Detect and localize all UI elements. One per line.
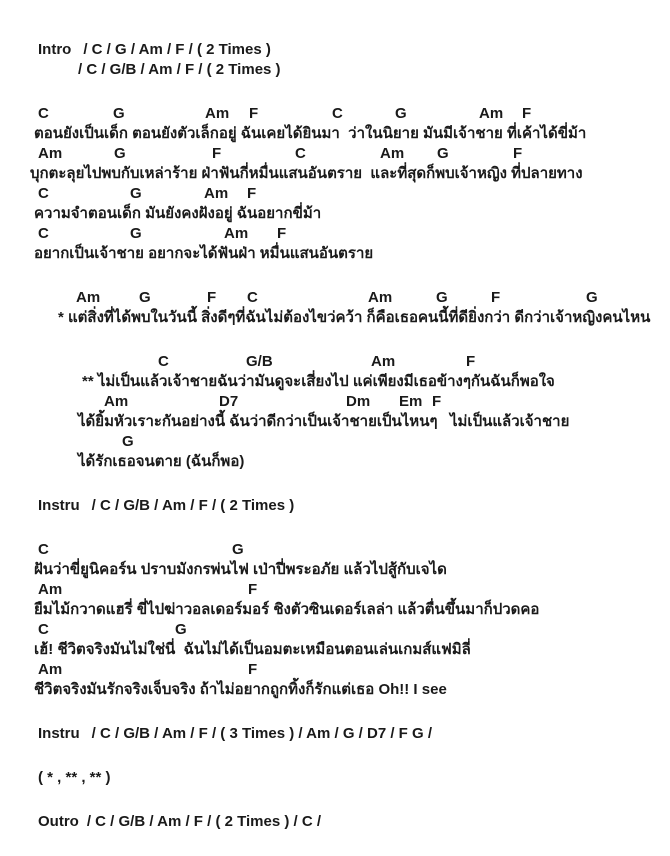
chord: F (207, 289, 217, 306)
chord: G/B (246, 353, 273, 370)
chord: G (436, 289, 448, 306)
chord: G (130, 225, 142, 242)
chord: C (38, 621, 49, 638)
section-heading (0, 724, 670, 744)
blank-line (0, 264, 670, 288)
section-progression: / C / G/B / Am / F / ( 3 Times ) / Am / G / D7 / F G / (91, 725, 433, 742)
section-heading (0, 496, 670, 516)
text-line: ( * , ** , ** ) (38, 769, 111, 786)
lyric-line: ได้รักเธอจนตาย (ฉันก็พอ) (78, 453, 245, 470)
chord: C (38, 185, 49, 202)
chord: F (248, 661, 258, 678)
chord: C (38, 541, 49, 558)
blank-line (0, 788, 670, 812)
chord: Am (38, 145, 63, 162)
text-line: / C / G/B / Am / F / ( 2 Times ) (78, 61, 281, 78)
lyric-line: ได้ยิ้มหัวเราะกันอย่างนี้ ฉันว่าดีกว่าเป็นเจ้าชายเป็นไหนๆ ไม่เป็นแล้วเจ้าชาย (78, 413, 570, 430)
chord: C (38, 225, 49, 242)
lyric-line: * แต่สิ่งที่ได้พบในวันนี้ สิ่งดีๆที่ฉันไม่ต้องไขว่คว้า ก็คือเธอคนนี้ที่ดียิ่งกว่า ดีกว่าเจ้าหญิงคนไหน (58, 309, 651, 326)
chord: Am (371, 353, 396, 370)
chord: Am (205, 105, 230, 122)
chord: Am (38, 581, 63, 598)
chord: Am (76, 289, 101, 306)
chord-line (0, 144, 670, 164)
section-label: Intro (38, 41, 72, 58)
chord: Am (368, 289, 393, 306)
section-label: Instru (38, 725, 80, 742)
lyric-line: อยากเป็นเจ้าชาย อยากจะได้ฟันฝ่า หมื่นแสนอันตราย (34, 245, 374, 262)
chord-line (0, 540, 670, 560)
blank-line (0, 328, 670, 352)
blank-line (0, 80, 670, 104)
chord: G (395, 105, 407, 122)
chord: Em (399, 393, 423, 410)
chord-line (0, 352, 670, 372)
chord: G (113, 105, 125, 122)
chord: G (437, 145, 449, 162)
chord: C (158, 353, 169, 370)
section-label: Instru (38, 497, 80, 514)
lyric-line: ฝันว่าขี่ยูนิคอร์น ปราบมังกรพ่นไฟ เป่าปี่พระอภัย แล้วไปสู้กับเจได (34, 561, 447, 578)
chord: Am (224, 225, 249, 242)
chord-line (0, 580, 670, 600)
chord-line (0, 288, 670, 308)
chord: G (175, 621, 187, 638)
blank-line (0, 472, 670, 496)
chord: Dm (346, 393, 371, 410)
chord: G (586, 289, 598, 306)
chord: Am (104, 393, 129, 410)
lyric-line: เฮ้! ชีวิตจริงมันไม่ใช่นี่ ฉันไม่ได้เป็นอมตะเหมือนตอนเล่นเกมส์แฟมิลี่ (34, 641, 471, 658)
section-progression: / C / G/B / Am / F / ( 2 Times ) / C / (86, 813, 322, 830)
section-heading (0, 40, 670, 60)
chord: C (295, 145, 306, 162)
chord-line (0, 224, 670, 244)
chord-line (0, 660, 670, 680)
chord: Am (38, 661, 63, 678)
lyric-line: ตอนยังเป็นเด็ก ตอนยังตัวเล็กอยู่ ฉันเคยได้ยินมา ว่าในนิยาย มันมีเจ้าชาย ที่เค้าได้ขี่ม้า (34, 125, 587, 142)
chord: G (232, 541, 244, 558)
chord: F (247, 185, 257, 202)
chord: F (248, 581, 258, 598)
lyric-line: ** ไม่เป็นแล้วเจ้าชายฉันว่ามันดูจะเสี่ยงไป แค่เพียงมีเธอข้างๆกันฉันก็พอใจ (82, 373, 555, 390)
lyric-line: ชีวิตจริงมันรักจริงเจ็บจริง ถ้าไม่อยากถูกทิ้งก็รักแต่เธอ Oh!! I see (34, 681, 447, 698)
chord: G (114, 145, 126, 162)
chord: Am (479, 105, 504, 122)
chord: F (249, 105, 259, 122)
section-heading (0, 812, 670, 832)
lyric-line: ยืมไม้กวาดแฮรี่ ขี่ไปฆ่าวอลเดอร์มอร์ ชิงตัวซินเดอร์เลล่า แล้วตื่นขึ้นมาก็ปวดคอ (34, 601, 540, 618)
blank-line (0, 516, 670, 540)
chord: C (332, 105, 343, 122)
chord: F (432, 393, 442, 410)
chord: G (139, 289, 151, 306)
chord: F (513, 145, 523, 162)
chord-line (0, 104, 670, 124)
lyric-line: บุกตะลุยไปพบกับเหล่าร้าย ฝ่าฟันกี่หมื่นแสนอันตราย และที่สุดก็พบเจ้าหญิง ที่ปลายทาง (30, 165, 583, 182)
chord: G (130, 185, 142, 202)
chord-line (0, 620, 670, 640)
chord: C (247, 289, 258, 306)
chord: F (212, 145, 222, 162)
chord: C (38, 105, 49, 122)
section-label: Outro (38, 813, 79, 830)
chord: F (491, 289, 501, 306)
chord: F (277, 225, 287, 242)
chord-line (0, 392, 670, 412)
section-progression: / C / G / Am / F / ( 2 Times ) (83, 41, 271, 58)
chord: G (122, 433, 134, 450)
blank-line (0, 744, 670, 768)
chord: F (522, 105, 532, 122)
section-progression: / C / G/B / Am / F / ( 2 Times ) (91, 497, 295, 514)
chord-line (0, 432, 670, 452)
chord: Am (380, 145, 405, 162)
blank-line (0, 700, 670, 724)
lyric-line: ความจำตอนเด็ก มันยังคงฝังอยู่ ฉันอยากขี่ม้า (34, 205, 322, 222)
chord: D7 (219, 393, 239, 410)
chord: Am (204, 185, 229, 202)
chord-line (0, 184, 670, 204)
chord: F (466, 353, 476, 370)
